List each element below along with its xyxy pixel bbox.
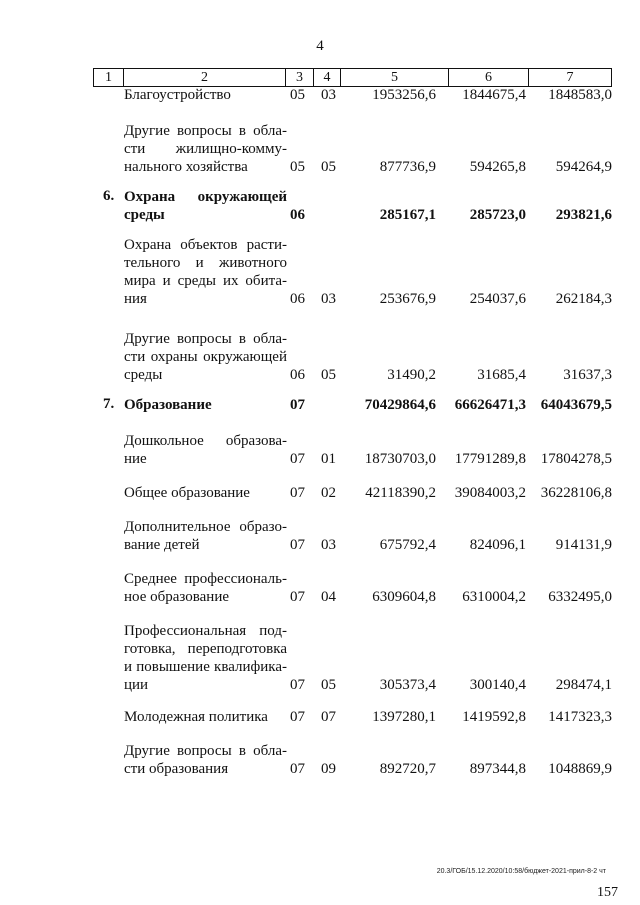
row-name-line: среды bbox=[124, 207, 165, 223]
row-name bbox=[124, 432, 287, 468]
table-row bbox=[0, 570, 640, 606]
cell-c6: 66626471,3 bbox=[454, 397, 526, 413]
cell-c7: 6332495,0 bbox=[548, 589, 612, 605]
cell-c4: 04 bbox=[321, 589, 336, 605]
column-header-3: 3 bbox=[286, 69, 314, 86]
cell-c3: 07 bbox=[290, 485, 305, 501]
row-name-line: среды bbox=[124, 367, 163, 383]
cell-c7: 594264,9 bbox=[555, 159, 612, 175]
footer-file-note: 20.3/ГОБ/15.12.2020/10:58/бюджет-2021-прил-8-2 чт bbox=[436, 868, 606, 875]
cell-c3: 05 bbox=[290, 87, 305, 103]
cell-c3: 06 bbox=[290, 367, 305, 383]
row-name bbox=[124, 86, 287, 104]
row-name bbox=[124, 622, 287, 694]
table-row bbox=[0, 742, 640, 778]
column-header-4: 4 bbox=[314, 69, 341, 86]
cell-c7: 293821,6 bbox=[555, 207, 612, 223]
cell-c6: 824096,1 bbox=[469, 537, 526, 553]
row-name-line: Другие вопросы в обла- bbox=[124, 331, 287, 347]
cell-c5: 285167,1 bbox=[379, 207, 436, 223]
row-name bbox=[124, 236, 287, 308]
cell-c7: 64043679,5 bbox=[540, 397, 612, 413]
cell-c4: 03 bbox=[321, 537, 336, 553]
cell-c4: 03 bbox=[321, 291, 336, 307]
table-row bbox=[0, 622, 640, 694]
row-name-line: сти образования bbox=[124, 761, 229, 777]
cell-c7: 17804278,5 bbox=[540, 451, 612, 467]
cell-c7: 1417323,3 bbox=[548, 709, 612, 725]
row-name bbox=[124, 122, 287, 176]
row-name-line: Благоустройство bbox=[124, 87, 231, 103]
row-name-line: готовка, переподготовка bbox=[124, 641, 287, 657]
cell-c3: 07 bbox=[290, 537, 305, 553]
cell-c5: 675792,4 bbox=[379, 537, 436, 553]
cell-c6: 594265,8 bbox=[469, 159, 526, 175]
table-row bbox=[0, 518, 640, 554]
cell-c7: 36228106,8 bbox=[540, 485, 612, 501]
cell-c3: 07 bbox=[290, 589, 305, 605]
column-header-1: 1 bbox=[94, 69, 124, 86]
row-name bbox=[124, 396, 287, 414]
cell-c7: 31637,3 bbox=[563, 367, 612, 383]
cell-c5: 877736,9 bbox=[379, 159, 436, 175]
cell-c4: 05 bbox=[321, 677, 336, 693]
cell-c3: 07 bbox=[290, 709, 305, 725]
row-name bbox=[124, 484, 287, 502]
cell-c4: 05 bbox=[321, 367, 336, 383]
row-name-line: Другие вопросы в обла- bbox=[124, 123, 287, 139]
cell-c4: 01 bbox=[321, 451, 336, 467]
table-row bbox=[0, 330, 640, 384]
page-number-bottom: 157 bbox=[597, 885, 618, 900]
row-name-line: Общее образование bbox=[124, 485, 250, 501]
cell-c6: 254037,6 bbox=[469, 291, 526, 307]
cell-c7: 914131,9 bbox=[555, 537, 612, 553]
cell-c3: 07 bbox=[290, 761, 305, 777]
cell-c5: 1953256,6 bbox=[372, 87, 436, 103]
cell-c3: 07 bbox=[290, 677, 305, 693]
section-number: 6. bbox=[103, 188, 115, 204]
cell-c6: 1419592,8 bbox=[462, 709, 526, 725]
table-row bbox=[0, 188, 640, 224]
cell-c4: 09 bbox=[321, 761, 336, 777]
table-row bbox=[0, 708, 640, 726]
row-name-line: ное образование bbox=[124, 589, 229, 605]
cell-c7: 262184,3 bbox=[555, 291, 612, 307]
cell-c3: 07 bbox=[290, 397, 305, 413]
row-name-line: Охрана окружающей bbox=[124, 189, 287, 205]
cell-c6: 300140,4 bbox=[469, 677, 526, 693]
row-name-line: сти охраны окружающей bbox=[124, 349, 287, 365]
column-header-row bbox=[93, 68, 612, 87]
cell-c5: 253676,9 bbox=[379, 291, 436, 307]
row-name bbox=[124, 518, 287, 554]
cell-c5: 305373,4 bbox=[379, 677, 436, 693]
cell-c3: 06 bbox=[290, 291, 305, 307]
row-name bbox=[124, 742, 287, 778]
cell-c3: 06 bbox=[290, 207, 305, 223]
row-name-line: тельного и животного bbox=[124, 255, 287, 271]
cell-c5: 892720,7 bbox=[379, 761, 436, 777]
row-name-line: Профессиональная под- bbox=[124, 623, 287, 639]
table-row bbox=[0, 86, 640, 104]
cell-c4: 07 bbox=[321, 709, 336, 725]
row-name-line: мира и среды их обита- bbox=[124, 273, 287, 289]
cell-c6: 6310004,2 bbox=[462, 589, 526, 605]
table-row bbox=[0, 484, 640, 502]
cell-c4: 03 bbox=[321, 87, 336, 103]
row-name-line: сти жилищно-комму- bbox=[124, 141, 287, 157]
row-name-line: Среднее профессиональ- bbox=[124, 571, 287, 587]
row-name-line: Дошкольное образова- bbox=[124, 433, 287, 449]
column-header-5: 5 bbox=[341, 69, 449, 86]
page-number-top: 4 bbox=[316, 38, 324, 54]
cell-c3: 05 bbox=[290, 159, 305, 175]
section-number: 7. bbox=[103, 396, 115, 412]
cell-c5: 18730703,0 bbox=[364, 451, 436, 467]
cell-c3: 07 bbox=[290, 451, 305, 467]
table-row bbox=[0, 396, 640, 414]
column-header-6: 6 bbox=[449, 69, 529, 86]
cell-c6: 39084003,2 bbox=[454, 485, 526, 501]
cell-c6: 285723,0 bbox=[469, 207, 526, 223]
cell-c4: 05 bbox=[321, 159, 336, 175]
row-name-line: ции bbox=[124, 677, 149, 693]
cell-c6: 897344,8 bbox=[469, 761, 526, 777]
table-row bbox=[0, 122, 640, 176]
cell-c7: 1848583,0 bbox=[548, 87, 612, 103]
cell-c5: 31490,2 bbox=[387, 367, 436, 383]
row-name bbox=[124, 570, 287, 606]
row-name-line: Другие вопросы в обла- bbox=[124, 743, 287, 759]
row-name-line: нального хозяйства bbox=[124, 159, 248, 175]
cell-c6: 1844675,4 bbox=[462, 87, 526, 103]
cell-c6: 31685,4 bbox=[477, 367, 526, 383]
row-name-line: Образование bbox=[124, 397, 212, 413]
table-row bbox=[0, 236, 640, 308]
cell-c4: 02 bbox=[321, 485, 336, 501]
row-name-line: ние bbox=[124, 451, 147, 467]
cell-c7: 1048869,9 bbox=[548, 761, 612, 777]
row-name-line: ния bbox=[124, 291, 147, 307]
row-name bbox=[124, 708, 287, 726]
column-header-7: 7 bbox=[566, 70, 574, 85]
row-name-line: вание детей bbox=[124, 537, 200, 553]
cell-c5: 42118390,2 bbox=[365, 485, 436, 501]
row-name bbox=[124, 330, 287, 384]
row-name-line: и повышение квалифика- bbox=[124, 659, 287, 675]
column-header-2: 2 bbox=[124, 69, 286, 86]
cell-c5: 1397280,1 bbox=[372, 709, 436, 725]
cell-c7: 298474,1 bbox=[555, 677, 612, 693]
row-name-line: Дополнительное образо- bbox=[124, 519, 287, 535]
cell-c6: 17791289,8 bbox=[454, 451, 526, 467]
cell-c5: 6309604,8 bbox=[372, 589, 436, 605]
row-name-line: Охрана объектов расти- bbox=[124, 237, 287, 253]
cell-c5: 70429864,6 bbox=[364, 397, 436, 413]
row-name-line: Молодежная политика bbox=[124, 709, 268, 725]
table-row bbox=[0, 432, 640, 468]
row-name bbox=[124, 188, 287, 224]
